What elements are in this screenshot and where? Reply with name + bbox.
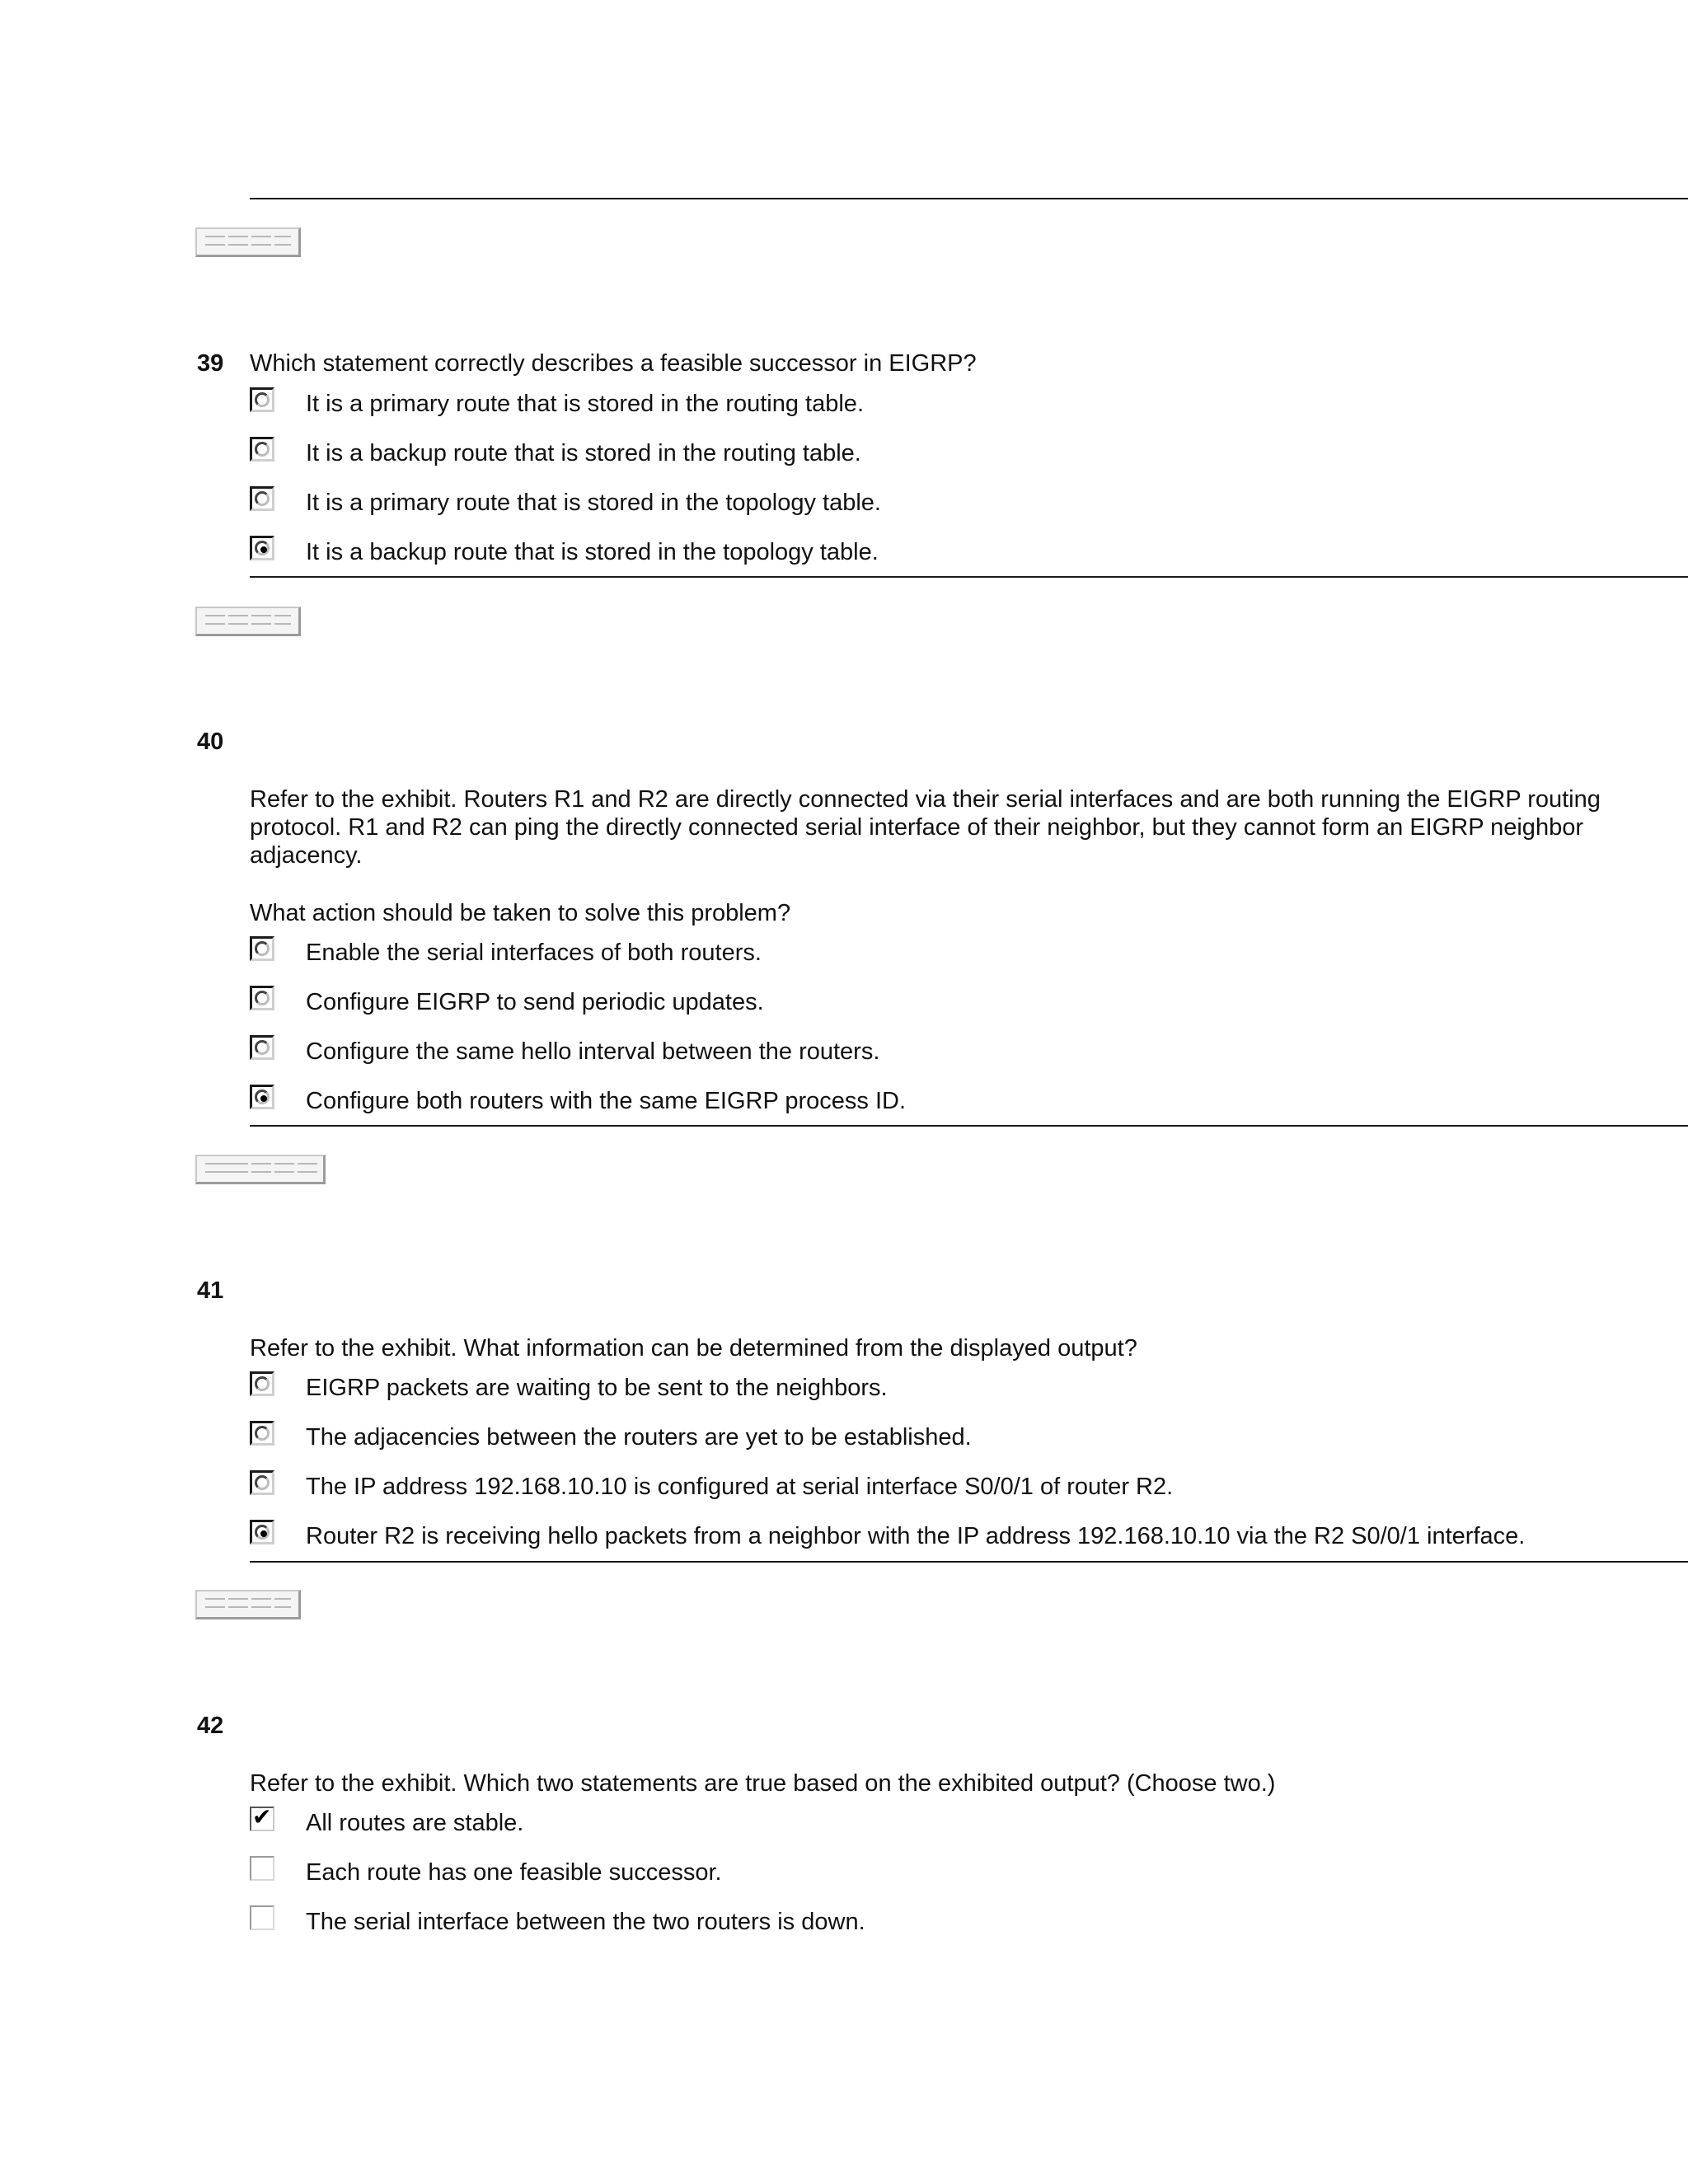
divider [250, 1561, 1688, 1563]
question-number: 42 [197, 1713, 224, 1739]
option-label: The adjacencies between the routers are yet to be established. [306, 1424, 972, 1451]
checkbox-icon[interactable] [250, 1905, 274, 1930]
question-number: 40 [197, 729, 224, 755]
option-label: Configure EIGRP to send periodic updates. [306, 989, 764, 1015]
radio-button-icon[interactable] [250, 1421, 274, 1446]
option-label: Router R2 is receiving hello packets from a neighbor with the IP address 192.168.10.10 via the R2 S0/0/1 interface. [306, 1523, 1526, 1549]
question-intro: Refer to the exhibit. Routers R1 and R2 are directly connected via their serial interfaces and are both running the EIGRP routing protocol. R1 and R2 can ping the directly connected serial interface of their neighbor, but they cannot form an EIGRP neighbor adjacency. [250, 786, 1601, 869]
question-prompt: Refer to the exhibit. Which two statements are true based on the exhibited output? (Choose two.) [250, 1770, 1276, 1797]
option-label: The serial interface between the two routers is down. [306, 1909, 865, 1935]
radio-button-icon[interactable] [250, 437, 274, 462]
checkbox-icon[interactable] [250, 1856, 274, 1881]
question-number: 41 [197, 1277, 224, 1304]
question-prompt: What action should be taken to solve this problem? [250, 900, 791, 926]
question-prompt: Refer to the exhibit. What information can be determined from the displayed output? [250, 1335, 1137, 1361]
option-label: It is a primary route that is stored in the topology table. [306, 490, 881, 516]
exhibit-table-icon[interactable] [195, 1590, 301, 1619]
option-label: Enable the serial interfaces of both routers. [306, 940, 762, 966]
option-label: It is a backup route that is stored in the topology table. [306, 539, 879, 565]
exhibit-table-icon[interactable] [195, 607, 301, 636]
option-label: All routes are stable. [306, 1810, 524, 1836]
exhibit-table-icon[interactable] [195, 1155, 326, 1184]
radio-button-icon[interactable] [250, 387, 274, 412]
option-label: Configure both routers with the same EIGRP process ID. [306, 1088, 907, 1114]
divider [250, 576, 1688, 578]
radio-button-icon[interactable] [250, 1035, 274, 1060]
option-label: The IP address 192.168.10.10 is configured at serial interface S0/0/1 of router R2. [306, 1474, 1174, 1500]
divider [250, 1125, 1688, 1127]
radio-button-icon[interactable] [250, 936, 274, 961]
radio-button-icon[interactable] [250, 536, 274, 560]
radio-button-icon[interactable] [250, 1085, 274, 1109]
radio-button-icon[interactable] [250, 986, 274, 1010]
option-label: It is a primary route that is stored in the routing table. [306, 391, 864, 417]
question-number: 39 [197, 350, 224, 377]
radio-button-icon[interactable] [250, 486, 274, 511]
checkbox-icon[interactable]: ✔ [250, 1807, 274, 1831]
radio-button-icon[interactable] [250, 1371, 274, 1396]
option-label: It is a backup route that is stored in the routing table. [306, 440, 861, 466]
option-label: Each route has one feasible successor. [306, 1859, 722, 1886]
radio-button-icon[interactable] [250, 1470, 274, 1495]
exhibit-table-icon[interactable] [195, 227, 301, 257]
radio-button-icon[interactable] [250, 1520, 274, 1544]
question-prompt: Which statement correctly describes a feasible successor in EIGRP? [250, 350, 977, 377]
divider [250, 198, 1688, 199]
option-label: Configure the same hello interval between the routers. [306, 1038, 880, 1065]
option-label: EIGRP packets are waiting to be sent to the neighbors. [306, 1375, 888, 1401]
